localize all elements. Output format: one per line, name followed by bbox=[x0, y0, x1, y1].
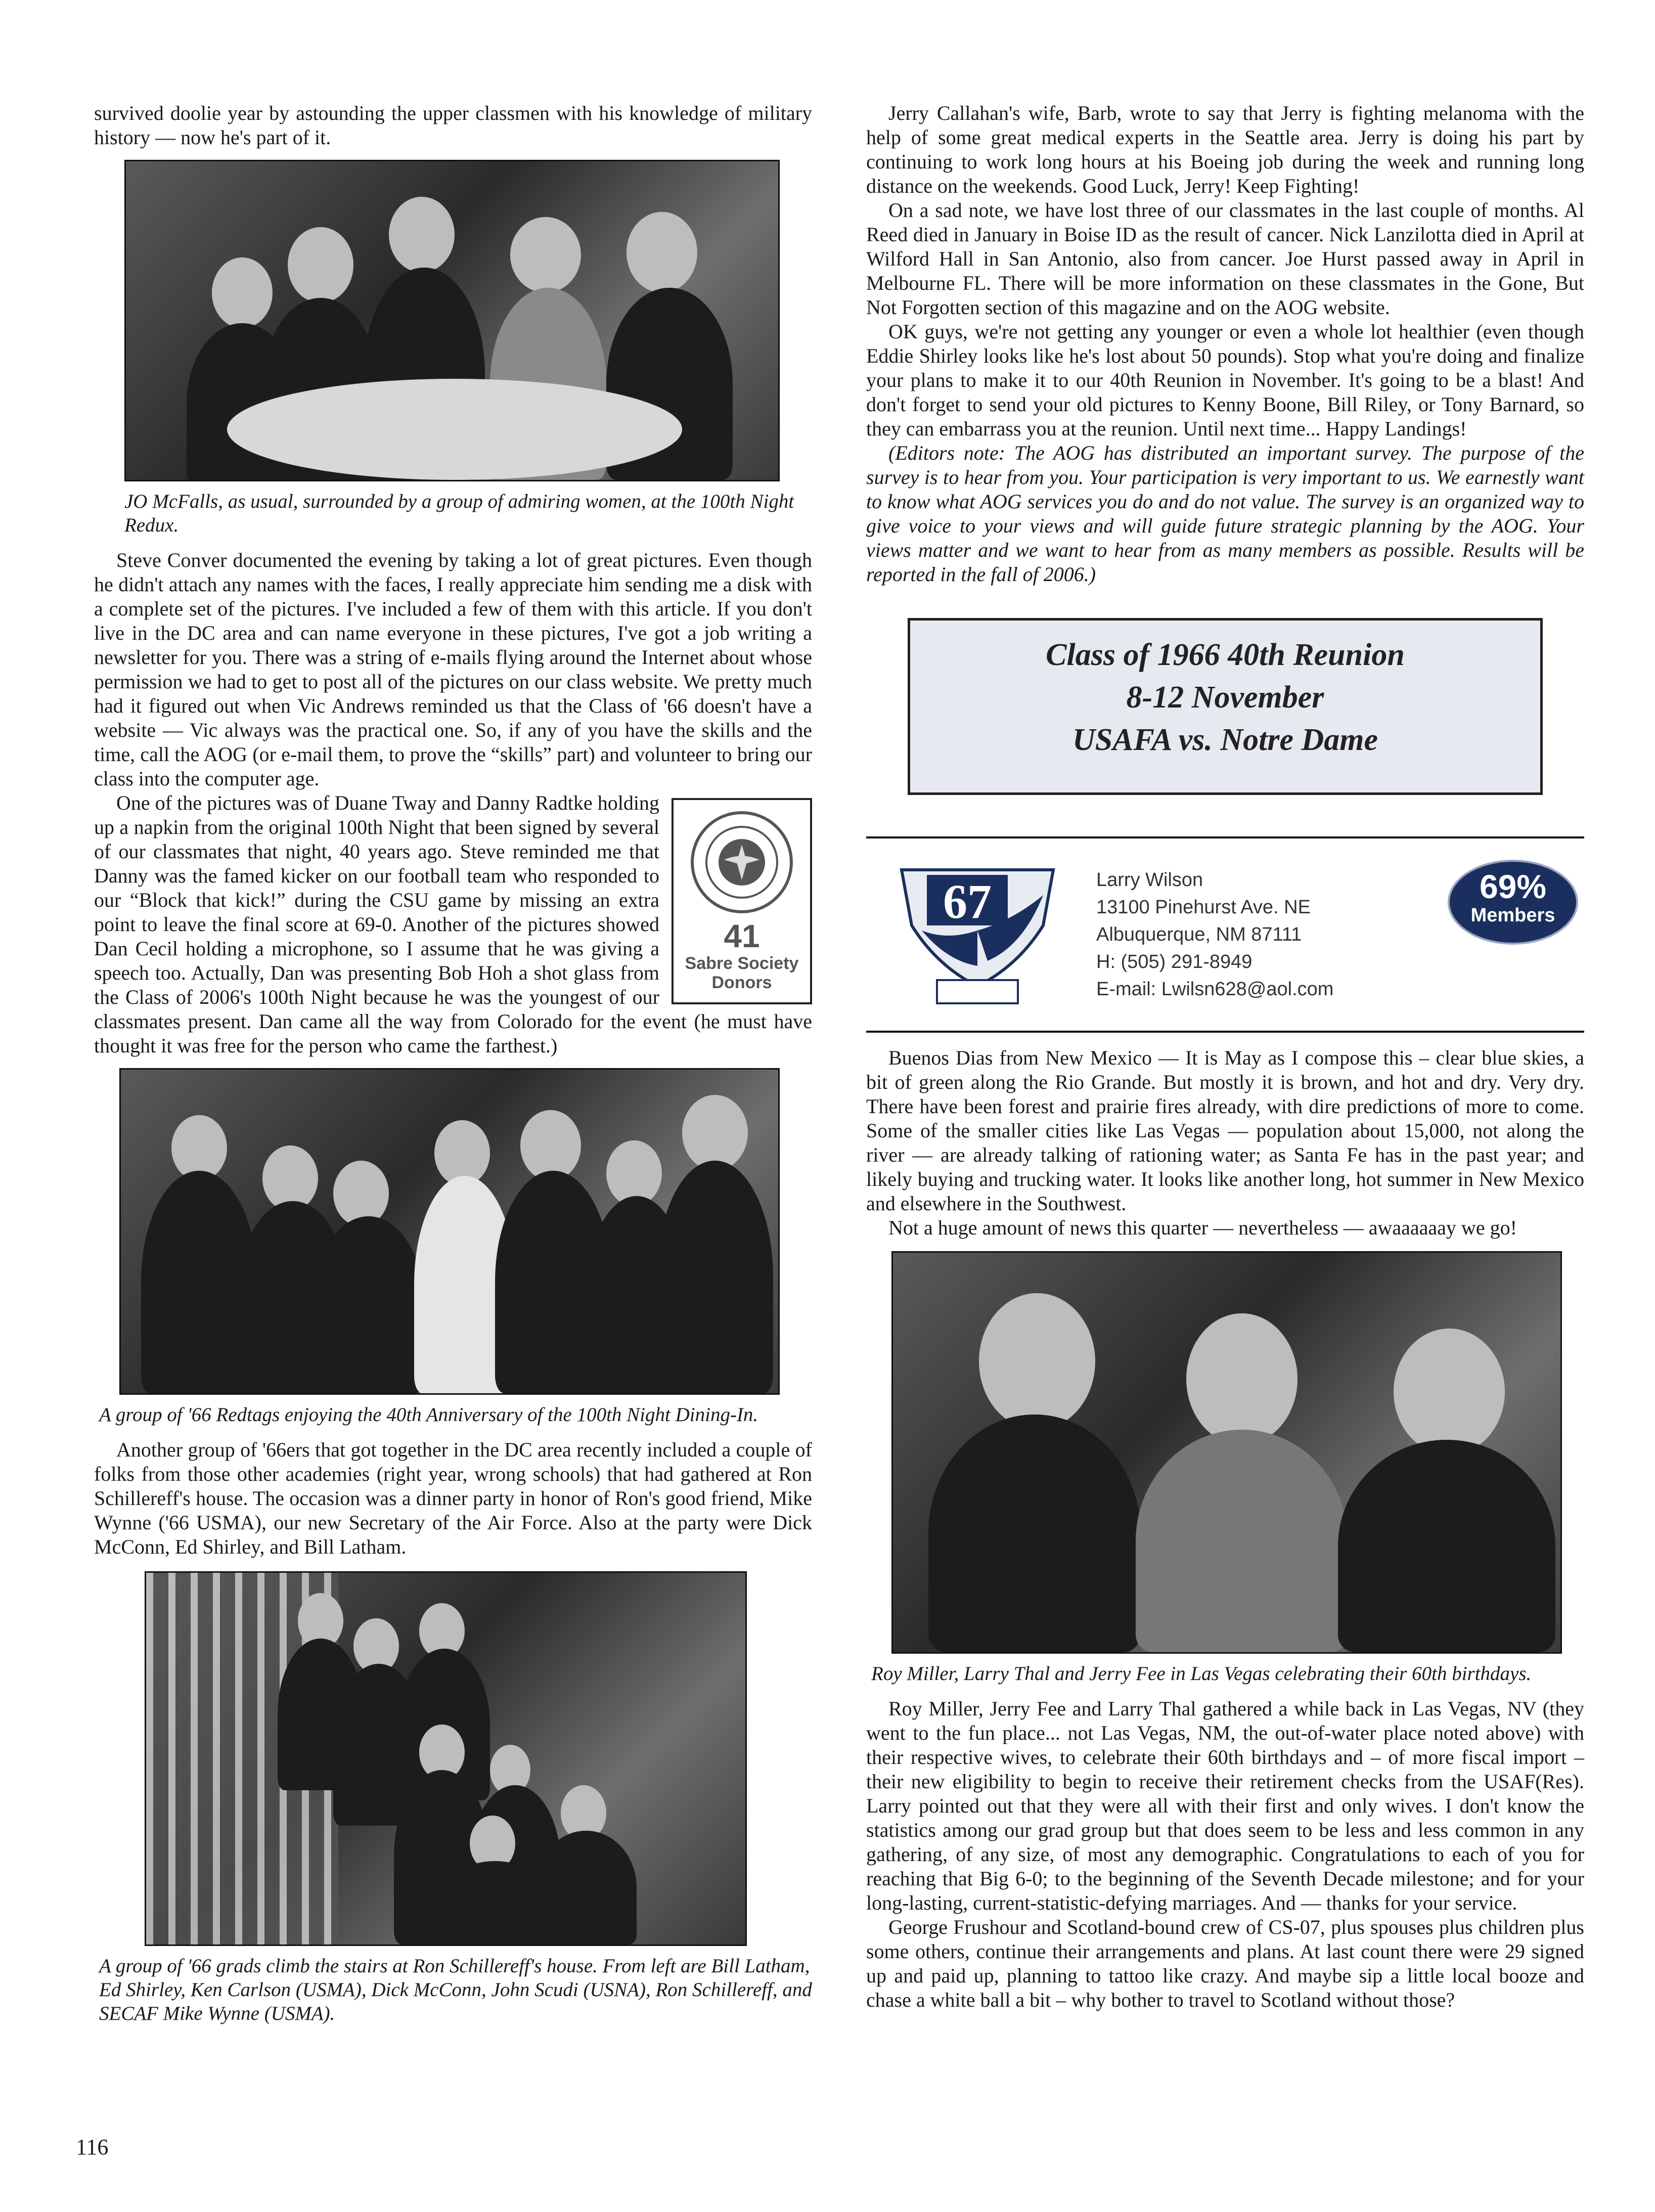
paragraph-buenos-dias: Buenos Dias from New Mexico — It is May as I compose this – clear blue skies, a bit of green along the Rio Grande. But mostly it is brown, and hot and dry. Very dry. There have been forest and prairie fires already, with dire predictions of more to come. Some of the smaller cities like Las Vegas — population about 15,000, not along the river — are already talking of rationing water; as Santa Fe has in the past year; and likely buying and trucking water. It looks like another long, hot summer in New Mexico and elsewhere in the Southwest. bbox=[866, 1046, 1584, 1215]
contact-street: 13100 Pinehurst Ave. NE bbox=[1096, 897, 1311, 918]
paragraph-editors-note: (Editors note: The AOG has distributed an important survey. The purpose of the survey is to hear from you. Your participation is very important to us. We earnestly want to know what AOG services you do and do not value. The survey is an organized way to give voice to your views and will guide future strategic planning by the AOG. Your views matter and we want to hear from as many members as possible. Results will be reported in the fall of 2006.) bbox=[866, 441, 1584, 586]
paragraph-not-huge: Not a huge amount of news this quarter — nevertheless — awaaaaaay we go! bbox=[888, 1216, 1517, 1239]
paragraph-george-frushour: George Frushour and Scotland-bound crew of CS-07, plus spouses plus children plus some others, continue their arrangements and plans. At last count there were 29 signed up and paid up, planning to tattoo like crazy. And maybe sip a little local booze and chase a white ball a bit – why bother to travel to Scotland without those? bbox=[866, 1916, 1584, 2011]
photo-redtags bbox=[119, 1068, 780, 1395]
reunion-dates: 8-12 November bbox=[1126, 680, 1324, 715]
contact-email: E-mail: Lwilsn628@aol.com bbox=[1096, 979, 1334, 1000]
photo-redtags-caption: A group of '66 Redtags enjoying the 40th Anniversary of the 100th Night Dining-In. bbox=[99, 1404, 758, 1426]
reunion-box bbox=[908, 618, 1543, 795]
sabre-society-seal-icon bbox=[691, 811, 793, 913]
reunion-game: USAFA vs. Notre Dame bbox=[1072, 723, 1378, 757]
contact-name: Larry Wilson bbox=[1096, 869, 1203, 891]
members-percent-badge bbox=[1448, 860, 1578, 945]
reunion-title: Class of 1966 40th Reunion bbox=[1046, 638, 1405, 672]
right-column bbox=[866, 101, 1584, 2012]
class-67-contact bbox=[1096, 866, 1333, 1003]
paragraph-ok-guys: OK guys, we're not getting any younger or even a whole lot healthier (even though Eddie Shirley looks like he's lost about 50 pounds). Stop what you're doing and finalize your plans to make it to our 40th Reunion in November. It's going to be a blast! And don't forget to send your old pictures to Kenny Boone, Bill Riley, or Tony Barnard, so they can embarrass you at the reunion. Until next time... Happy Landings! bbox=[866, 320, 1584, 440]
sabre-society-count: 41 bbox=[724, 918, 760, 954]
photo-stairs-caption: A group of '66 grads climb the stairs at Ron Schillereff's house. From left are Bill Latham, Ed Shirley, Ken Carlson (USMA), Dick McConn, John Scudi (USNA), Ron Schillereff, and SECAF Mike Wynne (USMA). bbox=[99, 1955, 812, 2024]
photo-jo-mcfalls bbox=[124, 160, 780, 481]
paragraph-jerry-callahan: Jerry Callahan's wife, Barb, wrote to say that Jerry is fighting melanoma with the help of some great medical experts in the Seattle area. Jerry is doing his part by continuing to work long hours at his Boeing job during the week and running long distance on the weekends. Good Luck, Jerry! Keep Fighting! bbox=[866, 102, 1584, 197]
contact-phone: H: (505) 291-8949 bbox=[1096, 951, 1253, 972]
class-67-header bbox=[866, 838, 1584, 1031]
page-number: 116 bbox=[76, 2135, 109, 2159]
class-67-crest-number: 67 bbox=[943, 874, 992, 928]
sabre-society-label: Sabre Society bbox=[685, 954, 799, 973]
paragraph-another-group: Another group of '66ers that got together in the DC area recently included a couple of folks from those other academies (right year, wrong schools) that had gathered at Ron Schillereff's house. The occasion was a dinner party in honor of Ron's good friend, Mike Wynne ('66 USMA), our new Secretary of the Air Force. Also at the party were Dick McConn, Ed Shirley, and Bill Latham. bbox=[94, 1438, 812, 1558]
class-67-crest-icon bbox=[891, 860, 1063, 1011]
paragraph-roy-miller: Roy Miller, Jerry Fee and Larry Thal gathered a while back in Las Vegas, NV (they went to the fun place... not Las Vegas, NM, the out-of-water place noted above) with their respective wives, to celebrate their 60th birthdays and – of more fiscal import – their new eligibility to begin to receive their retirement checks from the USAF(Res). Larry pointed out that they were all with their first and only wives. I don't know the statistics among our grad group but that does seem to be less and less common in any gathering, of any size, of most any demographic. Congratulations to each of you for reaching that Big 6-0; to the beginning of the Seventh Decade milestone; and for your long-lasting, current-statistic-defying marriages. And — thanks for your service. bbox=[866, 1697, 1584, 1914]
members-percent: 69% bbox=[1479, 868, 1547, 905]
paragraph-sad-note: On a sad note, we have lost three of our classmates in the last couple of months. Al Reed died in January in Boise ID as the result of cancer. Nick Lanzilotta died in April at Wilford Hall in San Antonio, also from cancer. Joe Hurst passed away in April in Melbourne FL. There will be more information on these classmates in the Gone, But Not Forgotten section of this magazine and on the AOG website. bbox=[866, 199, 1584, 319]
section-divider-2 bbox=[866, 1031, 1584, 1033]
photo-stairs bbox=[145, 1571, 747, 1946]
paragraph-duane-tway: One of the pictures was of Duane Tway and Danny Radtke holding up a napkin from the original 100th Night that been signed by several of our classmates that night, 40 years ago. Steve reminded me that Danny was the famed kicker on our football team who responded to our “Block that kick!” during the CSU game by missing an extra point to leave the final score at 69-0. Another of the pictures showed Dan Cecil holding a microphone, so I assume that he was giving a speech too. Actually, Dan was presenting Bob Hoh a shot glass from the Class of 2006's 100th Night because he was the youngest of our classmates present. Dan came all the way from Colorado for the event (he must have thought it was free for the person who came the farthest.) bbox=[94, 791, 812, 1057]
photo-las-vegas bbox=[891, 1251, 1562, 1654]
members-label: Members bbox=[1470, 905, 1555, 926]
sabre-society-badge bbox=[672, 798, 812, 1004]
paragraph-intro: survived doolie year by astounding the upper classmen with his knowledge of military history — now he's part of it. bbox=[94, 102, 812, 149]
contact-city: Albuquerque, NM 87111 bbox=[1096, 924, 1302, 945]
sabre-society-label-2: Donors bbox=[711, 973, 772, 992]
paragraph-steve-conver: Steve Conver documented the evening by taking a lot of great pictures. Even though he didn't attach any names with the faces, I really appreciate him sending me a disk with a complete set of the pictures. I've included a few of them with this article. If you don't live in the DC area and can name everyone in these pictures, I've got a job writing a newsletter for you. There was a string of e-mails flying around the Internet about whose permission we had to get to post all of the pictures on our class website. We pretty much had it figured out when Vic Andrews reminded us that the Class of '66 doesn't have a website — Vic always was the practical one. So, if any of you have the skills and the time, call the AOG (or e-mail them, to prove the “skills” part) and volunteer to bring our class into the computer age. bbox=[94, 549, 812, 790]
photo-jo-mcfalls-caption: JO McFalls, as usual, surrounded by a group of admiring women, at the 100th Night Redux. bbox=[124, 491, 794, 536]
left-column bbox=[94, 101, 812, 2037]
photo-las-vegas-caption: Roy Miller, Larry Thal and Jerry Fee in Las Vegas celebrating their 60th birthdays. bbox=[871, 1663, 1532, 1685]
